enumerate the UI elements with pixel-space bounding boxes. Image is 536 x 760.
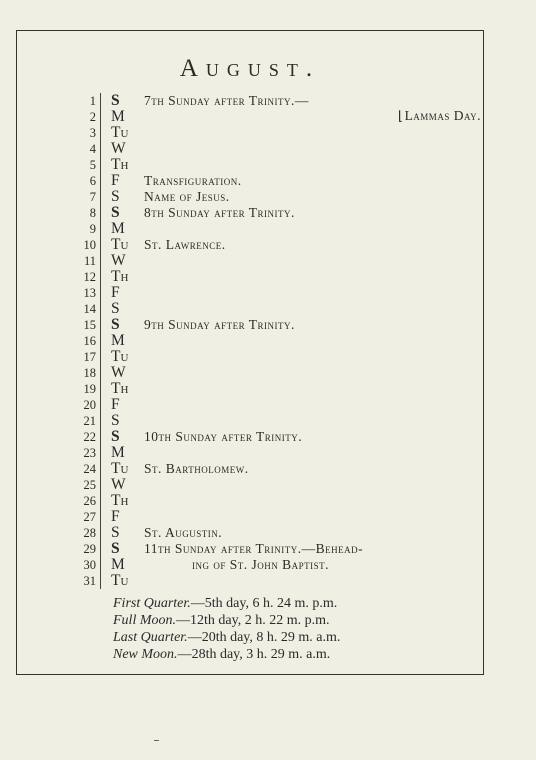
calendar-table [67, 93, 487, 589]
moon-phase-label: Last Quarter. [113, 630, 188, 645]
day-number: 21 [83, 414, 96, 428]
day-number: 22 [83, 430, 96, 444]
day-number: 10 [83, 238, 96, 252]
day-of-week: M [100, 333, 140, 349]
day-event [140, 461, 487, 477]
calendar-row [67, 93, 487, 109]
day-number: 1 [89, 94, 96, 108]
day-of-week: S [100, 189, 140, 205]
moon-phase-detail: —12th day, 2 h. 22 m. p.m. [176, 613, 330, 628]
day-event-text: 9th Sunday after Trinity. [144, 317, 295, 332]
day-number: 11 [83, 254, 96, 268]
day-number: 18 [83, 366, 96, 380]
day-number: 25 [83, 478, 96, 492]
moon-phase-line [113, 612, 340, 629]
calendar-row [67, 445, 487, 461]
day-of-week: Tu [100, 349, 140, 365]
calendar-row [67, 413, 487, 429]
calendar-row [67, 205, 487, 221]
day-of-week: Th [100, 493, 140, 509]
day-of-week: M [100, 109, 140, 125]
calendar-row [67, 157, 487, 173]
day-of-week: W [100, 365, 140, 381]
calendar-row [67, 509, 487, 525]
calendar-row [67, 365, 487, 381]
day-event [140, 557, 487, 573]
bracket-mark: ⌊ [397, 109, 404, 124]
day-number: 6 [89, 174, 96, 188]
day-event-text: 11th Sunday after Trinity.—Behead- [144, 541, 364, 556]
day-number: 3 [89, 126, 96, 140]
moon-phase-line [113, 646, 340, 663]
calendar-row [67, 541, 487, 557]
day-of-week: S [100, 317, 140, 333]
day-number: 2 [89, 110, 96, 124]
day-of-week: Th [100, 269, 140, 285]
day-number: 20 [83, 398, 96, 412]
day-number: 13 [83, 286, 96, 300]
day-event [140, 541, 487, 557]
moon-phase-detail: —20th day, 8 h. 29 m. a.m. [187, 630, 341, 645]
day-number: 27 [83, 510, 96, 524]
day-number: 23 [83, 446, 96, 460]
day-of-week: S [100, 541, 140, 557]
day-event [140, 237, 487, 253]
day-event-text: St. Lawrence. [144, 237, 226, 252]
day-event-text: ing of St. John Baptist. [192, 557, 330, 572]
day-event [140, 429, 487, 445]
moon-phase-label: Full Moon. [113, 613, 176, 628]
day-of-week: S [100, 205, 140, 221]
day-of-week: F [100, 285, 140, 301]
day-of-week: Th [100, 157, 140, 173]
day-number: 8 [89, 206, 96, 220]
day-of-week: F [100, 397, 140, 413]
day-of-week: Tu [100, 573, 140, 589]
calendar-row [67, 173, 487, 189]
day-event-text: Name of Jesus. [144, 189, 230, 204]
calendar-row [67, 461, 487, 477]
day-number: 17 [83, 350, 96, 364]
day-of-week: M [100, 557, 140, 573]
day-number: 15 [83, 318, 96, 332]
moon-phase-detail: —5th day, 6 h. 24 m. p.m. [190, 596, 338, 611]
day-number: 16 [83, 334, 96, 348]
day-of-week: S [100, 429, 140, 445]
calendar-row [67, 477, 487, 493]
calendar-row [67, 493, 487, 509]
calendar-row [67, 349, 487, 365]
day-number: 31 [83, 574, 96, 588]
calendar-row [67, 381, 487, 397]
day-of-week: W [100, 477, 140, 493]
day-of-week: S [100, 301, 140, 317]
day-event-text: St. Bartholomew. [144, 461, 249, 476]
page-mark [154, 740, 159, 741]
day-event [140, 173, 487, 189]
calendar-row [67, 109, 487, 125]
day-number: 12 [83, 270, 96, 284]
day-number: 7 [89, 190, 96, 204]
calendar-row [67, 525, 487, 541]
day-of-week: M [100, 445, 140, 461]
day-of-week: W [100, 253, 140, 269]
calendar-row [67, 573, 487, 589]
day-number: 30 [83, 558, 96, 572]
day-event-text: Transfiguration. [144, 173, 242, 188]
page-title: August. [179, 55, 321, 82]
day-of-week: M [100, 221, 140, 237]
calendar-row [67, 333, 487, 349]
calendar-row [67, 301, 487, 317]
day-number: 24 [83, 462, 96, 476]
moon-phase-label: First Quarter. [113, 596, 191, 611]
day-event-text: 10th Sunday after Trinity. [144, 429, 303, 444]
day-event-text: 8th Sunday after Trinity. [144, 205, 295, 220]
day-of-week: Tu [100, 125, 140, 141]
day-of-week: Tu [100, 237, 140, 253]
day-number: 9 [89, 222, 96, 236]
day-number: 26 [83, 494, 96, 508]
day-number: 29 [83, 542, 96, 556]
day-of-week: W [100, 141, 140, 157]
day-of-week: F [100, 509, 140, 525]
day-number: 5 [89, 158, 96, 172]
day-event-text: St. Augustin. [144, 525, 223, 540]
day-of-week: S [100, 525, 140, 541]
calendar-row [67, 269, 487, 285]
calendar-row [67, 397, 487, 413]
calendar-row [67, 237, 487, 253]
calendar-row [67, 125, 487, 141]
day-event [140, 317, 487, 333]
day-event [140, 525, 487, 541]
day-number: 14 [83, 302, 96, 316]
day-of-week: S [100, 93, 140, 109]
moon-phase-label: New Moon. [113, 647, 178, 662]
moon-phases [113, 595, 340, 663]
calendar-row [67, 317, 487, 333]
day-event [140, 189, 487, 205]
day-of-week: F [100, 173, 140, 189]
day-of-week: S [100, 413, 140, 429]
page-frame [16, 30, 484, 675]
calendar-row [67, 253, 487, 269]
moon-phase-detail: —28th day, 3 h. 29 m. a.m. [177, 647, 331, 662]
moon-phase-line [113, 629, 340, 646]
day-of-week: Tu [100, 461, 140, 477]
day-event [140, 108, 487, 125]
calendar-row [67, 141, 487, 157]
day-event-text: 7th Sunday after Trinity.— [144, 93, 309, 108]
calendar-row [67, 557, 487, 573]
moon-phase-line [113, 595, 340, 612]
day-event [140, 93, 487, 109]
calendar-row [67, 189, 487, 205]
day-number: 28 [83, 526, 96, 540]
day-number: 19 [83, 382, 96, 396]
calendar-row [67, 429, 487, 445]
calendar-row [67, 285, 487, 301]
day-of-week: Th [100, 381, 140, 397]
calendar-row [67, 221, 487, 237]
day-event-text: Lammas Day. [404, 108, 481, 123]
day-event [140, 205, 487, 221]
day-number: 4 [89, 142, 96, 156]
